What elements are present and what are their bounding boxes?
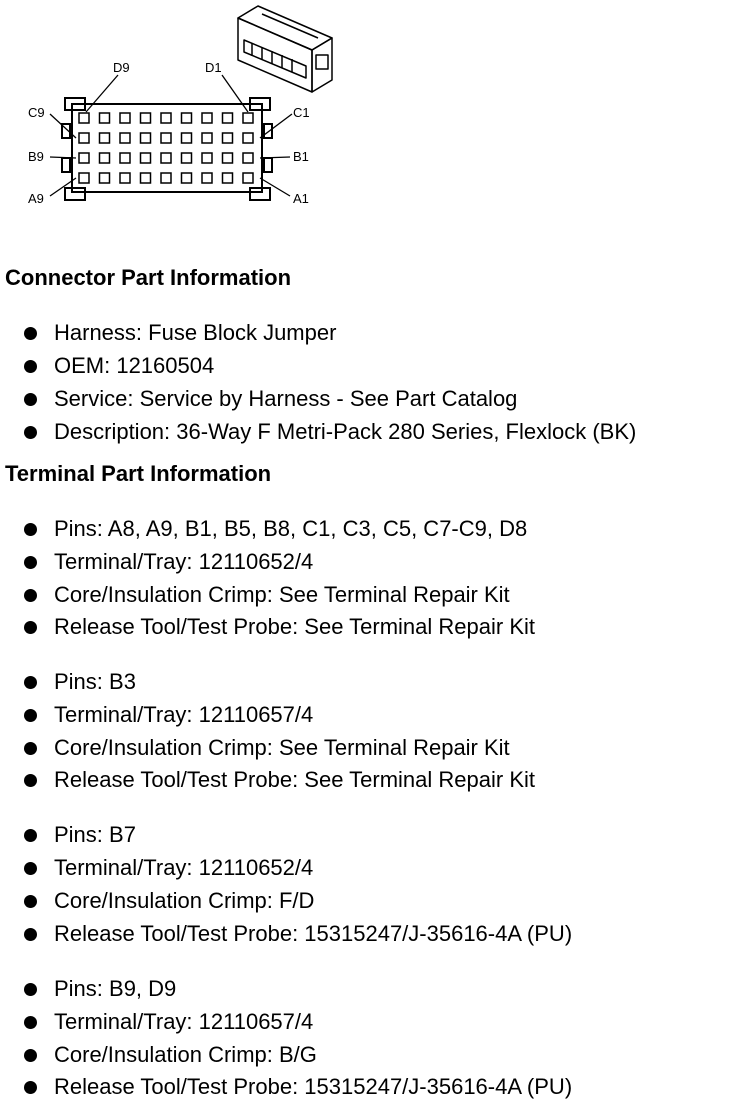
list-item-harness: Harness: Fuse Block Jumper [54, 320, 337, 345]
list-item-terminal-tray: Terminal/Tray: 12110652/4 [54, 855, 314, 880]
list-item-pins: Pins: B7 [54, 822, 136, 847]
pin-label-b1: B1 [293, 149, 309, 164]
pin-cavity [161, 133, 171, 143]
pin-label-a1: A1 [293, 191, 309, 206]
list-item-description: Description: 36-Way F Metri-Pack 280 Series, Flexlock (BK) [54, 419, 637, 444]
list-item-core-crimp: Core/Insulation Crimp: F/D [54, 888, 315, 913]
list-item-service: Service: Service by Harness - See Part Catalog [54, 386, 518, 411]
pin-cavity [120, 173, 130, 183]
pin-cavity [141, 113, 151, 123]
pin-cavity [243, 133, 253, 143]
list-item-core-crimp: Core/Insulation Crimp: See Terminal Repair Kit [54, 582, 510, 607]
pin-cavity [243, 173, 253, 183]
pin-label-c9: C9 [28, 105, 45, 120]
list-item-pins: Pins: B9, D9 [54, 976, 177, 1001]
pin-cavity [79, 173, 89, 183]
pin-cavity [79, 133, 89, 143]
list-item-oem: OEM: 12160504 [54, 353, 215, 378]
pin-cavity [202, 173, 212, 183]
connector-isometric-icon [238, 6, 332, 92]
pin-cavity [100, 133, 110, 143]
pin-cavity [223, 113, 233, 123]
pin-cavity [120, 113, 130, 123]
pin-label-d1: D1 [205, 60, 222, 75]
pin-cavity [182, 133, 192, 143]
pin-cavity [223, 173, 233, 183]
list-item-core-crimp: Core/Insulation Crimp: B/G [54, 1042, 317, 1067]
pin-cavity [223, 153, 233, 163]
pin-cavity [202, 113, 212, 123]
pin-label-d9: D9 [113, 60, 130, 75]
pin-cavity [182, 173, 192, 183]
list-item-release-tool: Release Tool/Test Probe: 15315247/J-35616-4A (PU) [54, 1074, 573, 1099]
pin-cavity [100, 173, 110, 183]
list-item-terminal-tray: Terminal/Tray: 12110657/4 [54, 1009, 314, 1034]
pin-cavity [161, 173, 171, 183]
pin-cavity [120, 133, 130, 143]
pin-cavity [161, 113, 171, 123]
pin-cavity [202, 153, 212, 163]
pin-cavity [141, 173, 151, 183]
pin-cavity [100, 153, 110, 163]
pin-cavity [243, 153, 253, 163]
pin-cavity [223, 133, 233, 143]
pin-cavity [182, 113, 192, 123]
pin-cavity [79, 113, 89, 123]
pin-label-b9: B9 [28, 149, 44, 164]
pin-cavity [243, 113, 253, 123]
connector-diagram [0, 0, 736, 240]
list-item-terminal-tray: Terminal/Tray: 12110652/4 [54, 549, 314, 574]
list-item-pins: Pins: B3 [54, 669, 136, 694]
list-item-release-tool: Release Tool/Test Probe: See Terminal Repair Kit [54, 614, 535, 639]
pin-cavity [120, 153, 130, 163]
pin-cavity [161, 153, 171, 163]
pin-cavity [202, 133, 212, 143]
connector-part-heading: Connector Part Information [5, 265, 292, 290]
pin-cavity [100, 113, 110, 123]
list-item-release-tool: Release Tool/Test Probe: See Terminal Repair Kit [54, 767, 535, 792]
list-item-release-tool: Release Tool/Test Probe: 15315247/J-35616-4A (PU) [54, 921, 573, 946]
list-item-pins: Pins: A8, A9, B1, B5, B8, C1, C3, C5, C7-C9, D8 [54, 516, 528, 541]
terminal-part-heading: Terminal Part Information [5, 461, 272, 486]
list-item-terminal-tray: Terminal/Tray: 12110657/4 [54, 702, 314, 727]
list-item-core-crimp: Core/Insulation Crimp: See Terminal Repair Kit [54, 735, 510, 760]
pin-cavity [182, 153, 192, 163]
pin-cavity [79, 153, 89, 163]
pin-label-c1: C1 [293, 105, 310, 120]
pin-cavity [141, 133, 151, 143]
pin-cavity [141, 153, 151, 163]
pin-label-a9: A9 [28, 191, 44, 206]
pin-cavity-grid [79, 113, 253, 183]
